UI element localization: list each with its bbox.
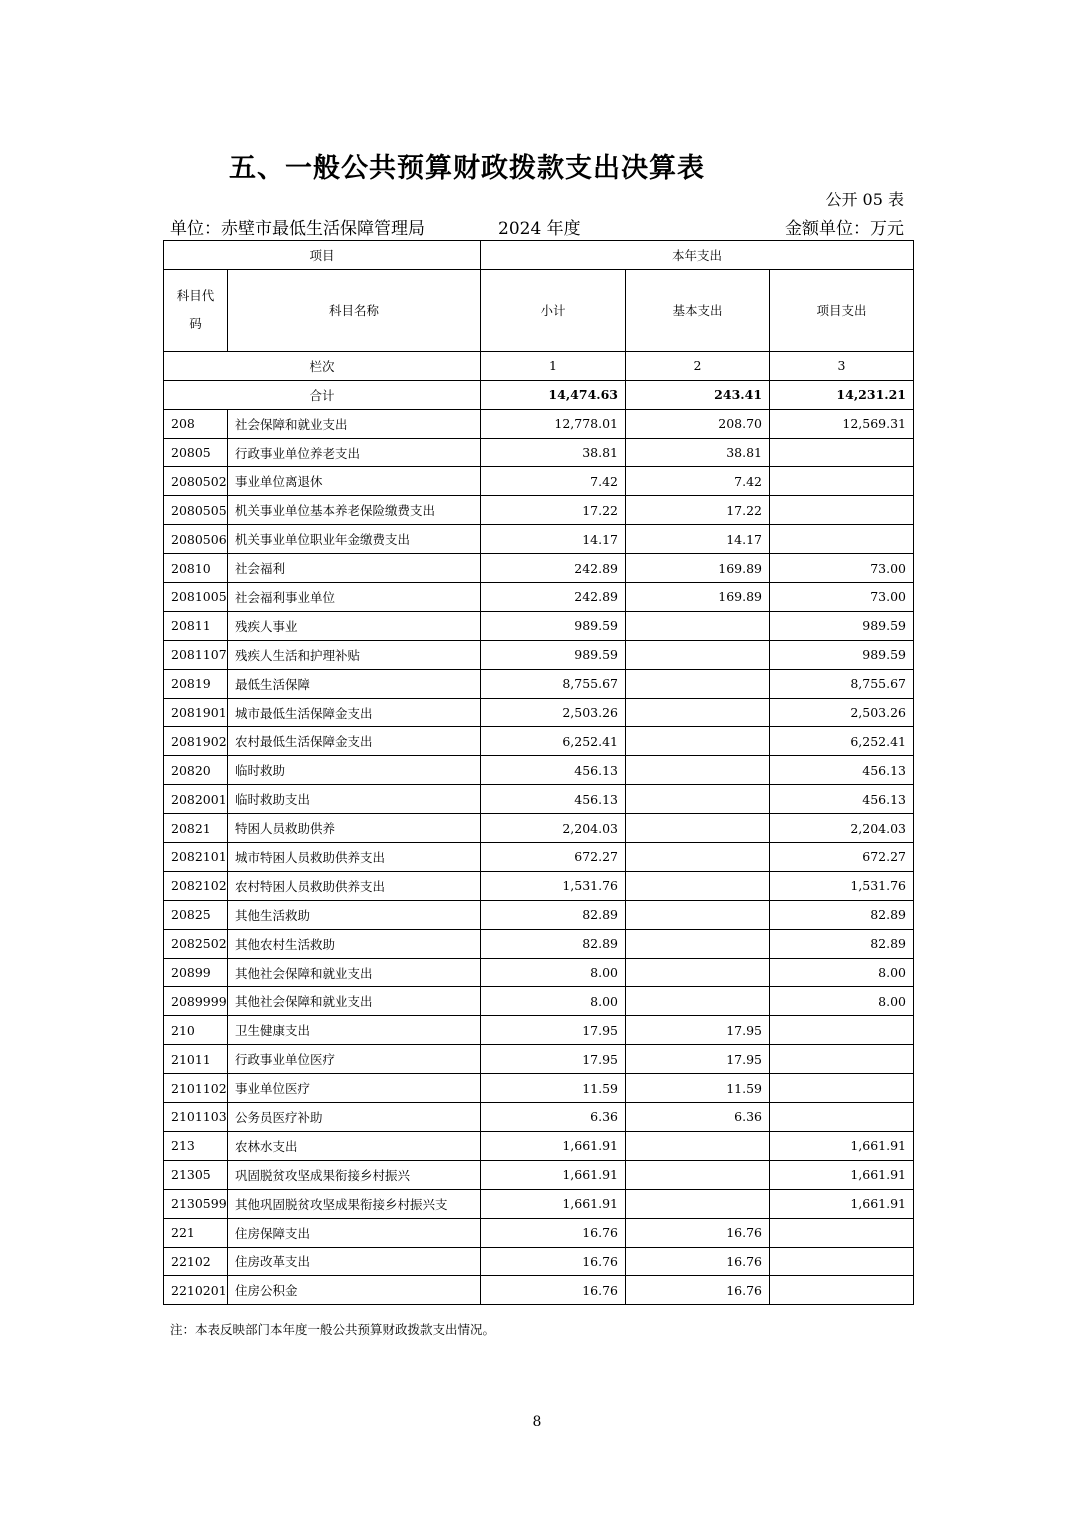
cell-subtotal: 7.42 <box>481 467 626 496</box>
table-row <box>164 467 914 496</box>
cell-basic: 14.17 <box>626 525 770 554</box>
cell-subtotal: 242.89 <box>481 554 626 583</box>
cell-subtotal: 1,661.91 <box>481 1160 626 1189</box>
total-project: 14,231.21 <box>770 380 914 409</box>
cell-basic <box>626 698 770 727</box>
cell-project: 2,204.03 <box>770 814 914 843</box>
cell-basic <box>626 929 770 958</box>
cell-name: 最低生活保障 <box>228 669 481 698</box>
cell-subtotal: 6.36 <box>481 1103 626 1132</box>
table-row <box>164 929 914 958</box>
cell-code: 20819 <box>164 669 228 698</box>
cell-subtotal: 82.89 <box>481 900 626 929</box>
cell-basic: 16.76 <box>626 1218 770 1247</box>
table-row <box>164 669 914 698</box>
table-row <box>164 1247 914 1276</box>
cell-project: 989.59 <box>770 611 914 640</box>
cell-subtotal: 1,531.76 <box>481 871 626 900</box>
cell-basic <box>626 958 770 987</box>
cell-project: 989.59 <box>770 640 914 669</box>
cell-subtotal: 16.76 <box>481 1276 626 1305</box>
cell-project: 456.13 <box>770 785 914 814</box>
cell-project <box>770 1276 914 1305</box>
header-project: 项目支出 <box>770 269 914 351</box>
table-row <box>164 1045 914 1074</box>
cell-project: 73.00 <box>770 554 914 583</box>
cell-name: 事业单位医疗 <box>228 1074 481 1103</box>
table-row <box>164 640 914 669</box>
cell-code: 208 <box>164 409 228 438</box>
cell-project: 8.00 <box>770 958 914 987</box>
table-row <box>164 1131 914 1160</box>
cell-name: 机关事业单位基本养老保险缴费支出 <box>228 496 481 525</box>
cell-code: 21011 <box>164 1045 228 1074</box>
cell-basic: 7.42 <box>626 467 770 496</box>
table-row <box>164 496 914 525</box>
table-row <box>164 785 914 814</box>
cell-subtotal: 672.27 <box>481 843 626 872</box>
cell-basic <box>626 871 770 900</box>
cell-name: 行政事业单位医疗 <box>228 1045 481 1074</box>
cell-subtotal: 989.59 <box>481 611 626 640</box>
cell-project <box>770 1247 914 1276</box>
cell-basic: 11.59 <box>626 1074 770 1103</box>
cell-name: 农林水支出 <box>228 1131 481 1160</box>
cell-subtotal: 17.22 <box>481 496 626 525</box>
cell-code: 2082102 <box>164 871 228 900</box>
table-row <box>164 987 914 1016</box>
cell-basic <box>626 1131 770 1160</box>
cell-code: 20820 <box>164 756 228 785</box>
cell-basic <box>626 756 770 785</box>
cell-name: 其他社会保障和就业支出 <box>228 958 481 987</box>
header-name: 科目名称 <box>228 269 481 351</box>
cell-name: 其他生活救助 <box>228 900 481 929</box>
cell-basic <box>626 900 770 929</box>
table-row <box>164 554 914 583</box>
cell-subtotal: 1,661.91 <box>481 1189 626 1218</box>
cell-name: 城市特困人员救助供养支出 <box>228 843 481 872</box>
cell-project <box>770 1218 914 1247</box>
table-row <box>164 958 914 987</box>
cell-basic <box>626 640 770 669</box>
cell-basic: 169.89 <box>626 554 770 583</box>
cell-code: 221 <box>164 1218 228 1247</box>
cell-basic: 17.95 <box>626 1016 770 1045</box>
cell-basic <box>626 669 770 698</box>
cell-project <box>770 438 914 467</box>
cell-subtotal: 8.00 <box>481 958 626 987</box>
cell-subtotal: 38.81 <box>481 438 626 467</box>
cell-project <box>770 496 914 525</box>
cell-subtotal: 14.17 <box>481 525 626 554</box>
header-basic: 基本支出 <box>626 269 770 351</box>
header-current-year: 本年支出 <box>481 241 914 270</box>
cell-code: 22102 <box>164 1247 228 1276</box>
reporting-unit: 单位：赤壁市最低生活保障管理局 <box>170 219 425 239</box>
cell-subtotal: 2,503.26 <box>481 698 626 727</box>
cell-subtotal: 456.13 <box>481 785 626 814</box>
cell-basic: 38.81 <box>626 438 770 467</box>
cell-name: 临时救助支出 <box>228 785 481 814</box>
cell-code: 2082001 <box>164 785 228 814</box>
cell-subtotal: 242.89 <box>481 583 626 612</box>
cell-code: 20810 <box>164 554 228 583</box>
total-label: 合计 <box>164 380 481 409</box>
cell-code: 2081005 <box>164 583 228 612</box>
cell-basic: 208.70 <box>626 409 770 438</box>
cell-name: 社会福利 <box>228 554 481 583</box>
column-number-row <box>164 351 914 380</box>
table-row <box>164 814 914 843</box>
fiscal-year: 2024 年度 <box>498 219 581 239</box>
cell-code: 2101103 <box>164 1103 228 1132</box>
cell-basic: 17.95 <box>626 1045 770 1074</box>
table-row <box>164 611 914 640</box>
cell-project: 1,661.91 <box>770 1189 914 1218</box>
cell-basic <box>626 785 770 814</box>
cell-subtotal: 16.76 <box>481 1218 626 1247</box>
cell-code: 20805 <box>164 438 228 467</box>
cell-name: 巩固脱贫攻坚成果衔接乡村振兴 <box>228 1160 481 1189</box>
table-row <box>164 871 914 900</box>
table-row <box>164 1074 914 1103</box>
cell-name: 其他巩固脱贫攻坚成果衔接乡村振兴支 <box>228 1189 481 1218</box>
cell-subtotal: 989.59 <box>481 640 626 669</box>
column-number-label: 栏次 <box>164 351 481 380</box>
cell-code: 2089999 <box>164 987 228 1016</box>
table-row <box>164 843 914 872</box>
cell-basic <box>626 987 770 1016</box>
cell-project: 1,661.91 <box>770 1160 914 1189</box>
table-number: 公开 05 表 <box>825 190 904 209</box>
column-number-2: 2 <box>626 351 770 380</box>
table-row <box>164 1016 914 1045</box>
cell-code: 2210201 <box>164 1276 228 1305</box>
cell-name: 住房改革支出 <box>228 1247 481 1276</box>
total-subtotal: 14,474.63 <box>481 380 626 409</box>
cell-code: 20899 <box>164 958 228 987</box>
cell-name: 卫生健康支出 <box>228 1016 481 1045</box>
cell-basic <box>626 843 770 872</box>
cell-name: 残疾人生活和护理补贴 <box>228 640 481 669</box>
cell-project: 8,755.67 <box>770 669 914 698</box>
cell-name: 其他社会保障和就业支出 <box>228 987 481 1016</box>
cell-basic <box>626 1189 770 1218</box>
cell-name: 特困人员救助供养 <box>228 814 481 843</box>
total-basic: 243.41 <box>626 380 770 409</box>
header-row-1 <box>164 241 914 270</box>
page-number: 8 <box>532 1414 542 1430</box>
cell-code: 2081107 <box>164 640 228 669</box>
table-note: 注：本表反映部门本年度一般公共预算财政拨款支出情况。 <box>170 1322 496 1337</box>
cell-subtotal: 8.00 <box>481 987 626 1016</box>
cell-subtotal: 12,778.01 <box>481 409 626 438</box>
cell-name: 社会保障和就业支出 <box>228 409 481 438</box>
cell-project: 82.89 <box>770 900 914 929</box>
cell-name: 事业单位离退休 <box>228 467 481 496</box>
cell-basic: 16.76 <box>626 1276 770 1305</box>
cell-name: 机关事业单位职业年金缴费支出 <box>228 525 481 554</box>
cell-code: 2101102 <box>164 1074 228 1103</box>
cell-subtotal: 8,755.67 <box>481 669 626 698</box>
cell-subtotal: 82.89 <box>481 929 626 958</box>
cell-project: 8.00 <box>770 987 914 1016</box>
cell-project: 12,569.31 <box>770 409 914 438</box>
cell-code: 2080505 <box>164 496 228 525</box>
cell-project: 82.89 <box>770 929 914 958</box>
cell-name: 行政事业单位养老支出 <box>228 438 481 467</box>
cell-project <box>770 1016 914 1045</box>
header-item: 项目 <box>164 241 481 270</box>
table-row <box>164 1160 914 1189</box>
header-row-2 <box>164 269 914 351</box>
cell-name: 临时救助 <box>228 756 481 785</box>
cell-subtotal: 456.13 <box>481 756 626 785</box>
cell-code: 21305 <box>164 1160 228 1189</box>
table-row <box>164 727 914 756</box>
cell-code: 213 <box>164 1131 228 1160</box>
column-number-1: 1 <box>481 351 626 380</box>
cell-basic <box>626 727 770 756</box>
table-row <box>164 438 914 467</box>
page-title: 五、一般公共预算财政拨款支出决算表 <box>229 153 705 184</box>
table-row <box>164 900 914 929</box>
table-row <box>164 1189 914 1218</box>
cell-subtotal: 17.95 <box>481 1045 626 1074</box>
cell-basic: 6.36 <box>626 1103 770 1132</box>
cell-name: 农村特困人员救助供养支出 <box>228 871 481 900</box>
table-row <box>164 698 914 727</box>
cell-project: 672.27 <box>770 843 914 872</box>
cell-subtotal: 17.95 <box>481 1016 626 1045</box>
cell-project: 456.13 <box>770 756 914 785</box>
cell-project: 6,252.41 <box>770 727 914 756</box>
expenditure-table <box>163 240 914 1305</box>
cell-name: 住房保障支出 <box>228 1218 481 1247</box>
cell-basic <box>626 611 770 640</box>
cell-code: 2130599 <box>164 1189 228 1218</box>
cell-project <box>770 1103 914 1132</box>
cell-name: 住房公积金 <box>228 1276 481 1305</box>
cell-name: 农村最低生活保障金支出 <box>228 727 481 756</box>
cell-basic: 17.22 <box>626 496 770 525</box>
cell-basic: 169.89 <box>626 583 770 612</box>
cell-code: 20821 <box>164 814 228 843</box>
cell-code: 20825 <box>164 900 228 929</box>
cell-code: 210 <box>164 1016 228 1045</box>
cell-project: 2,503.26 <box>770 698 914 727</box>
table-row <box>164 1276 914 1305</box>
cell-basic <box>626 814 770 843</box>
column-number-3: 3 <box>770 351 914 380</box>
cell-code: 20811 <box>164 611 228 640</box>
cell-code: 2080506 <box>164 525 228 554</box>
cell-name: 其他农村生活救助 <box>228 929 481 958</box>
money-unit: 金额单位：万元 <box>785 219 904 239</box>
cell-project: 73.00 <box>770 583 914 612</box>
cell-subtotal: 11.59 <box>481 1074 626 1103</box>
table-row <box>164 409 914 438</box>
cell-project <box>770 1074 914 1103</box>
cell-basic <box>626 1160 770 1189</box>
table-row <box>164 1218 914 1247</box>
cell-code: 2082502 <box>164 929 228 958</box>
header-subtotal: 小计 <box>481 269 626 351</box>
cell-project: 1,661.91 <box>770 1131 914 1160</box>
cell-name: 城市最低生活保障金支出 <box>228 698 481 727</box>
table-row <box>164 756 914 785</box>
cell-project <box>770 1045 914 1074</box>
cell-subtotal: 1,661.91 <box>481 1131 626 1160</box>
table-row <box>164 525 914 554</box>
cell-subtotal: 6,252.41 <box>481 727 626 756</box>
cell-basic: 16.76 <box>626 1247 770 1276</box>
cell-code: 2081901 <box>164 698 228 727</box>
cell-project: 1,531.76 <box>770 871 914 900</box>
cell-name: 残疾人事业 <box>228 611 481 640</box>
table-row <box>164 1103 914 1132</box>
total-row <box>164 380 914 409</box>
cell-name: 社会福利事业单位 <box>228 583 481 612</box>
cell-name: 公务员医疗补助 <box>228 1103 481 1132</box>
cell-project <box>770 467 914 496</box>
table-row <box>164 583 914 612</box>
cell-code: 2082101 <box>164 843 228 872</box>
cell-subtotal: 16.76 <box>481 1247 626 1276</box>
cell-subtotal: 2,204.03 <box>481 814 626 843</box>
cell-code: 2080502 <box>164 467 228 496</box>
cell-code: 2081902 <box>164 727 228 756</box>
header-code: 科目代码 <box>164 269 228 351</box>
cell-project <box>770 525 914 554</box>
